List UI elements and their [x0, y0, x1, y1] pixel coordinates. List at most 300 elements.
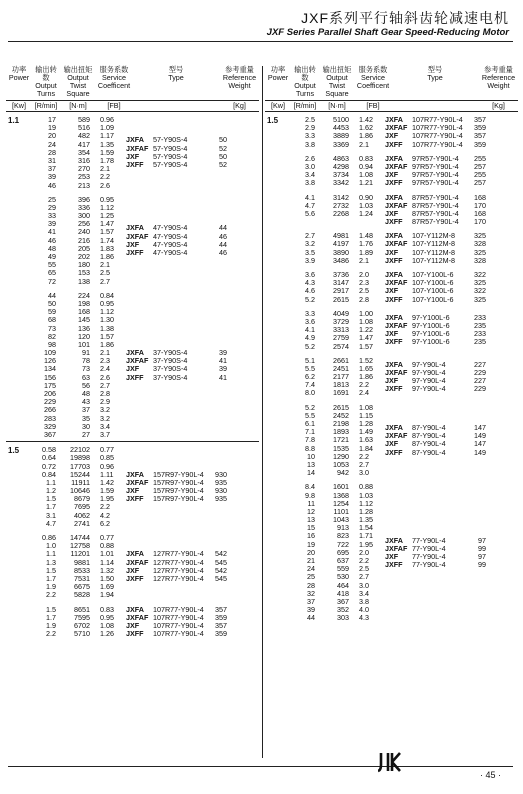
model-code: 47-Y90S-4 [153, 231, 188, 241]
service-factor: 0.88 [100, 541, 114, 551]
model-code: 107R77-Y90L-4 [153, 604, 204, 614]
model-weight: 52 [219, 143, 227, 153]
output-speed: 2.6 [305, 153, 315, 163]
service-factor: 1.08 [359, 402, 373, 412]
model-weight: 97 [478, 551, 486, 561]
model-code: 97-Y100L-6 [412, 329, 450, 339]
model-code: 97R57-Y90L-4 [412, 178, 459, 188]
model-weight: 227 [474, 376, 486, 386]
model-series: JXFAF [126, 477, 149, 487]
output-speed: 9.8 [305, 490, 315, 500]
service-factor: 0.90 [359, 192, 373, 202]
left-table [6, 66, 259, 638]
service-factor: 1.83 [100, 243, 114, 253]
output-torque: 5100 [333, 115, 349, 124]
output-torque: 8679 [74, 494, 90, 504]
service-factor: 2.7 [100, 380, 110, 390]
output-speed: 13 [307, 459, 315, 469]
model-code: 107-Y100L-6 [412, 286, 454, 296]
service-factor: 2.8 [359, 294, 369, 304]
output-torque: 913 [337, 523, 349, 533]
model-row [385, 296, 512, 304]
output-speed: 1.5 [46, 494, 56, 504]
motor-group [291, 155, 518, 188]
model-series: JXF [385, 131, 399, 141]
output-torque: 15244 [70, 469, 90, 479]
model-weight: 322 [474, 270, 486, 279]
model-series: JXFF [126, 573, 144, 583]
header-type: 型号 Type [427, 65, 443, 82]
model-series: JXFAF [385, 123, 408, 133]
service-factor: 2.1 [100, 164, 110, 174]
model-code: 157R97-Y90L-4 [153, 486, 204, 496]
output-speed: 37 [307, 596, 315, 606]
output-torque: 35 [82, 413, 90, 423]
model-weight: 41 [219, 356, 227, 366]
output-torque: 367 [337, 596, 349, 606]
group-rows [291, 357, 385, 398]
model-series: JXFA [126, 348, 144, 358]
output-torque: 516 [78, 123, 90, 133]
service-factor: 1.47 [100, 219, 114, 229]
output-speed: 68 [48, 315, 56, 325]
output-speed: 25 [307, 572, 315, 582]
output-torque: 300 [78, 211, 90, 221]
service-factor: 1.09 [100, 123, 114, 133]
model-weight: 357 [215, 604, 227, 614]
service-factor: 1.28 [359, 419, 373, 428]
service-factor: 6.2 [100, 518, 110, 528]
model-weight: 359 [215, 629, 227, 639]
service-factor: 1.47 [359, 333, 373, 343]
model-series: JXFF [385, 255, 403, 265]
output-torque: 3889 [333, 131, 349, 141]
service-factor: 1.38 [100, 323, 114, 333]
output-speed: 17 [48, 115, 56, 124]
unit-weight: [Kg] [492, 101, 505, 110]
model-weight: 99 [478, 543, 486, 553]
output-speed: 4.7 [305, 200, 315, 210]
output-torque: 8533 [74, 565, 90, 575]
output-torque: 1893 [333, 427, 349, 437]
service-factor: 1.59 [100, 147, 114, 157]
model-series: JXFF [126, 629, 144, 639]
output-torque: 2452 [333, 410, 349, 420]
power-block [6, 446, 259, 638]
output-speed: 7.1 [305, 427, 315, 437]
service-factor: 0.77 [100, 445, 114, 455]
motor-group [32, 606, 259, 639]
model-code: 107R77-Y90L-4 [412, 115, 463, 124]
table-row [291, 389, 385, 397]
model-weight: 322 [474, 286, 486, 296]
output-speed: 28 [48, 147, 56, 157]
model-row [126, 374, 253, 382]
motor-group [291, 483, 518, 622]
model-weight: 147 [474, 423, 486, 433]
model-series: JXF [385, 329, 399, 339]
output-speed: 134 [44, 364, 56, 374]
model-row [126, 357, 253, 365]
unit-power: [Kw] [12, 101, 26, 110]
model-code: 37-Y90S-4 [153, 364, 188, 374]
output-torque: 2574 [333, 341, 349, 351]
output-torque: 417 [78, 139, 90, 149]
motor-group [32, 116, 259, 190]
output-speed: 4.1 [305, 192, 315, 202]
table-row [32, 591, 126, 599]
model-series: JXFA [385, 270, 403, 279]
output-speed: 1.7 [46, 612, 56, 622]
output-torque: 316 [78, 155, 90, 165]
model-weight: 41 [219, 372, 227, 382]
header-weight: 参考重量 Reference Weight [222, 65, 257, 90]
model-series: JXFF [126, 247, 144, 257]
service-factor: 3.4 [359, 588, 369, 598]
output-speed: 59 [48, 307, 56, 317]
output-torque: 2661 [333, 355, 349, 365]
output-speed: 44 [307, 613, 315, 623]
model-code: 107-Y100L-6 [412, 270, 454, 279]
service-factor: 1.71 [359, 531, 373, 541]
model-weight: 357 [215, 620, 227, 630]
output-torque: 396 [78, 194, 90, 204]
model-series: JXF [385, 551, 399, 561]
output-torque: 180 [78, 260, 90, 270]
unit-type [132, 101, 220, 111]
model-series: JXFA [385, 153, 403, 163]
output-speed: 1.2 [46, 486, 56, 496]
model-weight: 97 [478, 535, 486, 545]
output-torque: 256 [78, 219, 90, 229]
motor-group [291, 116, 518, 149]
output-speed: 2.5 [305, 115, 315, 124]
unit-row [265, 100, 518, 112]
motor-group [291, 271, 518, 304]
model-code: 107-Y100L-6 [412, 278, 454, 288]
output-speed: 5.5 [305, 363, 315, 373]
table-row [291, 179, 385, 187]
right-table [265, 66, 518, 623]
group-rows [291, 232, 385, 265]
output-speed: 3.3 [305, 308, 315, 318]
output-speed: 39 [48, 172, 56, 182]
page-number: · 45 · [479, 770, 501, 780]
model-weight: 46 [219, 231, 227, 241]
model-series: JXFA [126, 604, 144, 614]
model-row [385, 141, 512, 149]
model-row [385, 449, 512, 457]
model-weight: 357 [474, 115, 486, 124]
output-speed: 206 [44, 389, 56, 398]
output-torque: 722 [337, 539, 349, 549]
table-row [291, 210, 385, 218]
model-code: 37-Y90S-4 [153, 372, 188, 382]
output-torque: 4453 [333, 123, 349, 133]
model-list [126, 446, 253, 528]
output-torque: 27 [82, 429, 90, 439]
output-speed: 266 [44, 405, 56, 415]
output-speed: 39 [48, 219, 56, 229]
service-factor: 2.2 [100, 502, 110, 512]
output-speed: 19 [307, 539, 315, 549]
output-speed: 29 [48, 202, 56, 212]
model-code: 157R97-Y90L-4 [153, 469, 204, 479]
model-series: JXFA [126, 223, 144, 233]
model-weight: 935 [215, 477, 227, 487]
output-speed: 39 [307, 605, 315, 615]
model-weight: 39 [219, 348, 227, 358]
service-factor: 1.32 [100, 565, 114, 575]
output-speed: 33 [48, 211, 56, 221]
output-speed: 49 [48, 252, 56, 261]
output-torque: 695 [337, 547, 349, 557]
output-torque: 3313 [333, 325, 349, 335]
output-speed: 24 [48, 139, 56, 149]
model-code: 97R57-Y90L-4 [412, 170, 459, 180]
output-torque: 942 [337, 468, 349, 478]
output-torque: 11201 [70, 549, 90, 559]
group-rows [291, 194, 385, 227]
service-factor: 2.5 [100, 268, 110, 278]
service-factor: 1.35 [100, 139, 114, 149]
service-factor: 0.95 [100, 194, 114, 204]
output-speed: 283 [44, 413, 56, 423]
footer-rule [8, 766, 513, 767]
output-torque: 1043 [333, 515, 349, 525]
service-factor: 0.83 [100, 604, 114, 614]
service-factor: 2.6 [100, 372, 110, 382]
group-rows [32, 292, 126, 439]
service-factor: 1.65 [359, 363, 373, 373]
model-list [385, 232, 512, 265]
model-weight: 325 [474, 278, 486, 288]
model-row [126, 249, 253, 257]
model-series: JXFAF [385, 200, 408, 210]
unit-row [6, 100, 259, 112]
model-series: JXFA [385, 535, 403, 545]
group-rows [32, 534, 126, 600]
output-speed: 15 [307, 523, 315, 533]
model-code: 87R57-Y90L-4 [412, 192, 459, 202]
model-code: 37-Y90S-4 [153, 348, 188, 358]
service-factor: 1.24 [359, 208, 373, 218]
model-series: JXFAF [385, 161, 408, 171]
model-code: 127R77-Y90L-4 [153, 557, 204, 567]
service-factor: 1.42 [100, 477, 114, 487]
model-weight: 39 [219, 364, 227, 374]
title-chinese: JXF系列平行轴斜齿轮减速电机 [301, 10, 509, 26]
service-factor: 1.57 [359, 341, 373, 351]
output-torque: 4062 [74, 510, 90, 520]
power-value: 1.1 [8, 116, 20, 125]
output-torque: 8651 [74, 604, 90, 614]
brand-logo-icon [378, 751, 402, 773]
model-weight: 44 [219, 239, 227, 249]
header-torque: 输出扭矩 Output Twist Square [63, 65, 93, 98]
service-factor: 4.2 [100, 510, 110, 520]
model-weight: 50 [219, 135, 227, 145]
model-weight: 935 [215, 494, 227, 504]
output-torque: 3729 [333, 316, 349, 326]
group-rows [32, 606, 126, 639]
output-speed: 0.72 [42, 461, 56, 471]
model-list [385, 483, 512, 622]
output-torque: 464 [337, 580, 349, 590]
output-torque: 63 [82, 372, 90, 382]
output-speed: 126 [44, 356, 56, 366]
service-factor: 1.08 [100, 620, 114, 630]
unit-factor: [FB] [107, 101, 121, 110]
service-factor: 1.57 [100, 227, 114, 237]
output-torque: 336 [78, 202, 90, 212]
service-factor: 1.15 [359, 410, 373, 420]
output-speed: 3.9 [305, 255, 315, 265]
output-torque: 418 [337, 588, 349, 598]
service-factor: 0.94 [359, 161, 373, 171]
service-factor: 1.62 [359, 123, 373, 133]
model-code: 97R57-Y90L-4 [412, 161, 459, 171]
model-weight: 545 [215, 557, 227, 567]
service-factor: 1.94 [100, 590, 114, 600]
output-speed: 5.5 [305, 410, 315, 420]
model-weight: 545 [215, 573, 227, 583]
model-row [126, 233, 253, 241]
output-speed: 3.0 [305, 161, 315, 171]
model-series: JXF [126, 565, 140, 575]
service-factor: 2.6 [100, 180, 110, 190]
model-series: JXFA [385, 359, 403, 369]
output-speed: 4.9 [305, 333, 315, 343]
output-speed: 1.7 [46, 573, 56, 583]
table-row [291, 257, 385, 265]
service-factor: 2.2 [359, 380, 369, 390]
output-speed: 3.6 [305, 316, 315, 326]
model-code: 97-Y90L-4 [412, 359, 446, 369]
model-series: JXFF [385, 217, 403, 227]
model-series: JXFF [385, 447, 403, 457]
model-weight: 229 [474, 367, 486, 377]
model-row [126, 630, 253, 638]
model-weight: 44 [219, 223, 227, 233]
output-torque: 354 [78, 147, 90, 157]
model-series: JXFF [126, 372, 144, 382]
service-factor: 3.4 [100, 421, 110, 431]
output-speed: 20 [48, 131, 56, 141]
model-row [385, 385, 512, 393]
output-torque: 216 [78, 235, 90, 245]
service-factor: 1.12 [359, 498, 373, 508]
output-speed: 98 [48, 339, 56, 349]
model-code: 87-Y90L-4 [412, 439, 446, 449]
output-speed: 25 [48, 194, 56, 204]
model-code: 97-Y90L-4 [412, 384, 446, 394]
model-weight: 233 [474, 329, 486, 339]
model-series: JXFA [385, 423, 403, 433]
model-series: JXFF [385, 337, 403, 347]
model-series: JXFF [126, 160, 144, 170]
model-series: JXF [126, 620, 140, 630]
output-speed: 7.4 [305, 380, 315, 390]
model-weight: 328 [474, 239, 486, 249]
model-row [385, 545, 512, 553]
model-series: JXFAF [385, 321, 408, 331]
output-speed: 6.2 [305, 372, 315, 382]
output-torque: 3486 [333, 255, 349, 265]
model-series: JXF [385, 247, 399, 257]
model-series: JXFAF [385, 278, 408, 288]
model-series: JXFF [126, 494, 144, 504]
model-code: 87-Y90L-4 [412, 447, 446, 457]
model-weight: 542 [215, 549, 227, 559]
model-weight: 170 [474, 200, 486, 210]
output-speed: 1.9 [46, 620, 56, 630]
model-list [385, 194, 512, 227]
model-code: 97R57-Y90L-4 [412, 153, 459, 163]
service-factor: 1.86 [100, 339, 114, 349]
column-headers [265, 66, 518, 100]
output-speed: 7.8 [305, 435, 315, 445]
service-factor: 0.88 [359, 482, 373, 492]
table-row [32, 520, 126, 528]
output-speed: 5.1 [305, 355, 315, 365]
service-factor: 2.9 [100, 397, 110, 407]
output-torque: 7695 [74, 502, 90, 512]
output-torque: 3342 [333, 178, 349, 188]
motor-group [32, 534, 259, 600]
model-code: 87R57-Y90L-4 [412, 200, 459, 210]
model-code: 77-Y90L-4 [412, 543, 446, 553]
unit-power: [Kw] [271, 101, 285, 110]
model-code: 107-Y112M-8 [412, 231, 456, 241]
model-code: 47-Y90S-4 [153, 247, 188, 257]
service-factor: 0.77 [100, 533, 114, 542]
service-factor: 1.03 [359, 490, 373, 500]
model-weight: 46 [219, 247, 227, 257]
model-list [126, 606, 253, 639]
model-series: JXF [126, 239, 140, 249]
model-list [126, 196, 253, 286]
service-factor: 0.95 [100, 612, 114, 622]
output-torque: 2268 [333, 208, 349, 218]
output-speed: 37 [48, 164, 56, 174]
service-factor: 2.4 [359, 388, 369, 398]
model-series: JXF [385, 376, 399, 386]
header-speed: 输出转数 Output Turns [294, 65, 316, 98]
motor-group [32, 446, 259, 528]
model-list [385, 116, 512, 149]
table-row [291, 343, 385, 351]
service-factor: 2.2 [359, 451, 369, 461]
output-torque: 205 [78, 243, 90, 253]
output-torque: 12758 [70, 541, 90, 551]
output-torque: 530 [337, 572, 349, 582]
model-list [126, 116, 253, 190]
output-speed: 2.2 [46, 629, 56, 639]
output-torque: 2741 [74, 518, 90, 528]
output-speed: 11 [307, 498, 315, 508]
output-torque: 11911 [71, 477, 90, 487]
model-code: 37-Y90S-4 [153, 356, 188, 366]
output-torque: 14744 [70, 533, 90, 542]
model-weight: 930 [215, 469, 227, 479]
model-series: JXFA [385, 231, 403, 241]
model-code: 107R77-Y90L-4 [153, 629, 204, 639]
model-row [385, 553, 512, 561]
model-code: 107R77-Y90L-4 [412, 123, 463, 133]
table-row [291, 141, 385, 149]
model-row [126, 153, 253, 161]
